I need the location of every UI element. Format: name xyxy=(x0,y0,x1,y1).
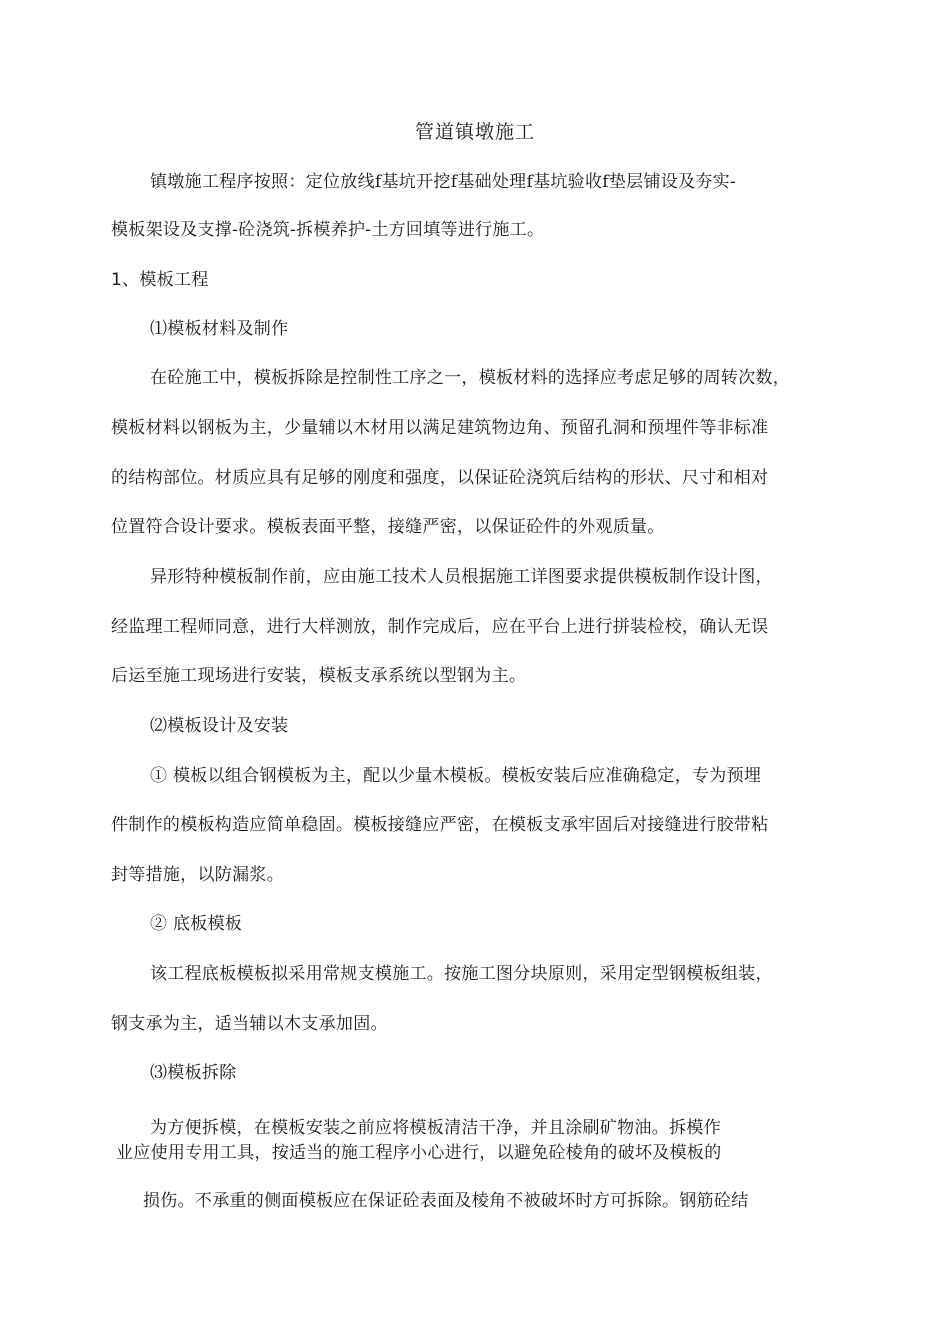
paragraph-line: ① 模板以组合钢模板为主，配以少量木模板。模板安装后应准确稳定，专为预埋 xyxy=(150,766,762,786)
subheading-removal: ⑶模板拆除 xyxy=(150,1063,237,1083)
paragraph-line: 损伤。不承重的侧面模板应在保证砼表面及棱角不被破坏时方可拆除。钢筋砼结 xyxy=(143,1191,749,1211)
paragraph-line: 钢支承为主，适当辅以木支承加固。 xyxy=(111,1014,388,1034)
intro-line-1: 镇墩施工程序按照：定位放线f基坑开挖f基础处理f基坑验收f垫层铺设及夯实- xyxy=(150,172,737,192)
paragraph-line: 业应使用专用工具，按适当的施工程序小心进行，以避免砼棱角的破坏及模板的 xyxy=(116,1143,722,1163)
paragraph-line: 在砼施工中，模板拆除是控制性工序之一，模板材料的选择应考虑足够的周转次数， xyxy=(150,368,791,388)
subheading-material: ⑴模板材料及制作 xyxy=(150,319,289,339)
paragraph-line: 该工程底板模板拟采用常规支模施工。按施工图分块原则，采用定型钢模板组装， xyxy=(150,964,773,984)
paragraph-line: 的结构部位。材质应具有足够的刚度和强度，以保证砼浇筑后结构的形状、尺寸和相对 xyxy=(111,468,769,488)
paragraph-line: 后运至施工现场进行安装，模板支承系统以型钢为主。 xyxy=(111,666,527,686)
paragraph-line: 位置符合设计要求。模板表面平整，接缝严密，以保证砼件的外观质量。 xyxy=(111,517,665,537)
intro-line-2: 模板架设及支撑-砼浇筑-拆模养护-土方回填等进行施工。 xyxy=(111,220,545,240)
subheading-design-install: ⑵模板设计及安装 xyxy=(150,716,289,736)
paragraph-line: 异形特种模板制作前，应由施工技术人员根据施工详图要求提供模板制作设计图， xyxy=(150,567,773,587)
section-heading-formwork: 1、模板工程 xyxy=(111,270,209,290)
document-title: 管道镇墩施工 xyxy=(414,121,535,143)
subheading-bottom-formwork: ② 底板模板 xyxy=(150,914,243,934)
paragraph-line: 模板材料以钢板为主，少量辅以木材用以满足建筑物边角、预留孔洞和预埋件等非标准 xyxy=(111,418,769,438)
paragraph-line: 经监理工程师同意，进行大样测放，制作完成后，应在平台上进行拼装检校，确认无误 xyxy=(111,617,769,637)
paragraph-line: 件制作的模板构造应简单稳固。模板接缝应严密，在模板支承牢固后对接缝进行胶带粘 xyxy=(111,815,769,835)
paragraph-line: 为方便拆模，在模板安装之前应将模板清洁干净，并且涂刷矿物油。拆模作 xyxy=(150,1118,721,1138)
paragraph-line: 封等措施，以防漏浆。 xyxy=(111,865,284,885)
